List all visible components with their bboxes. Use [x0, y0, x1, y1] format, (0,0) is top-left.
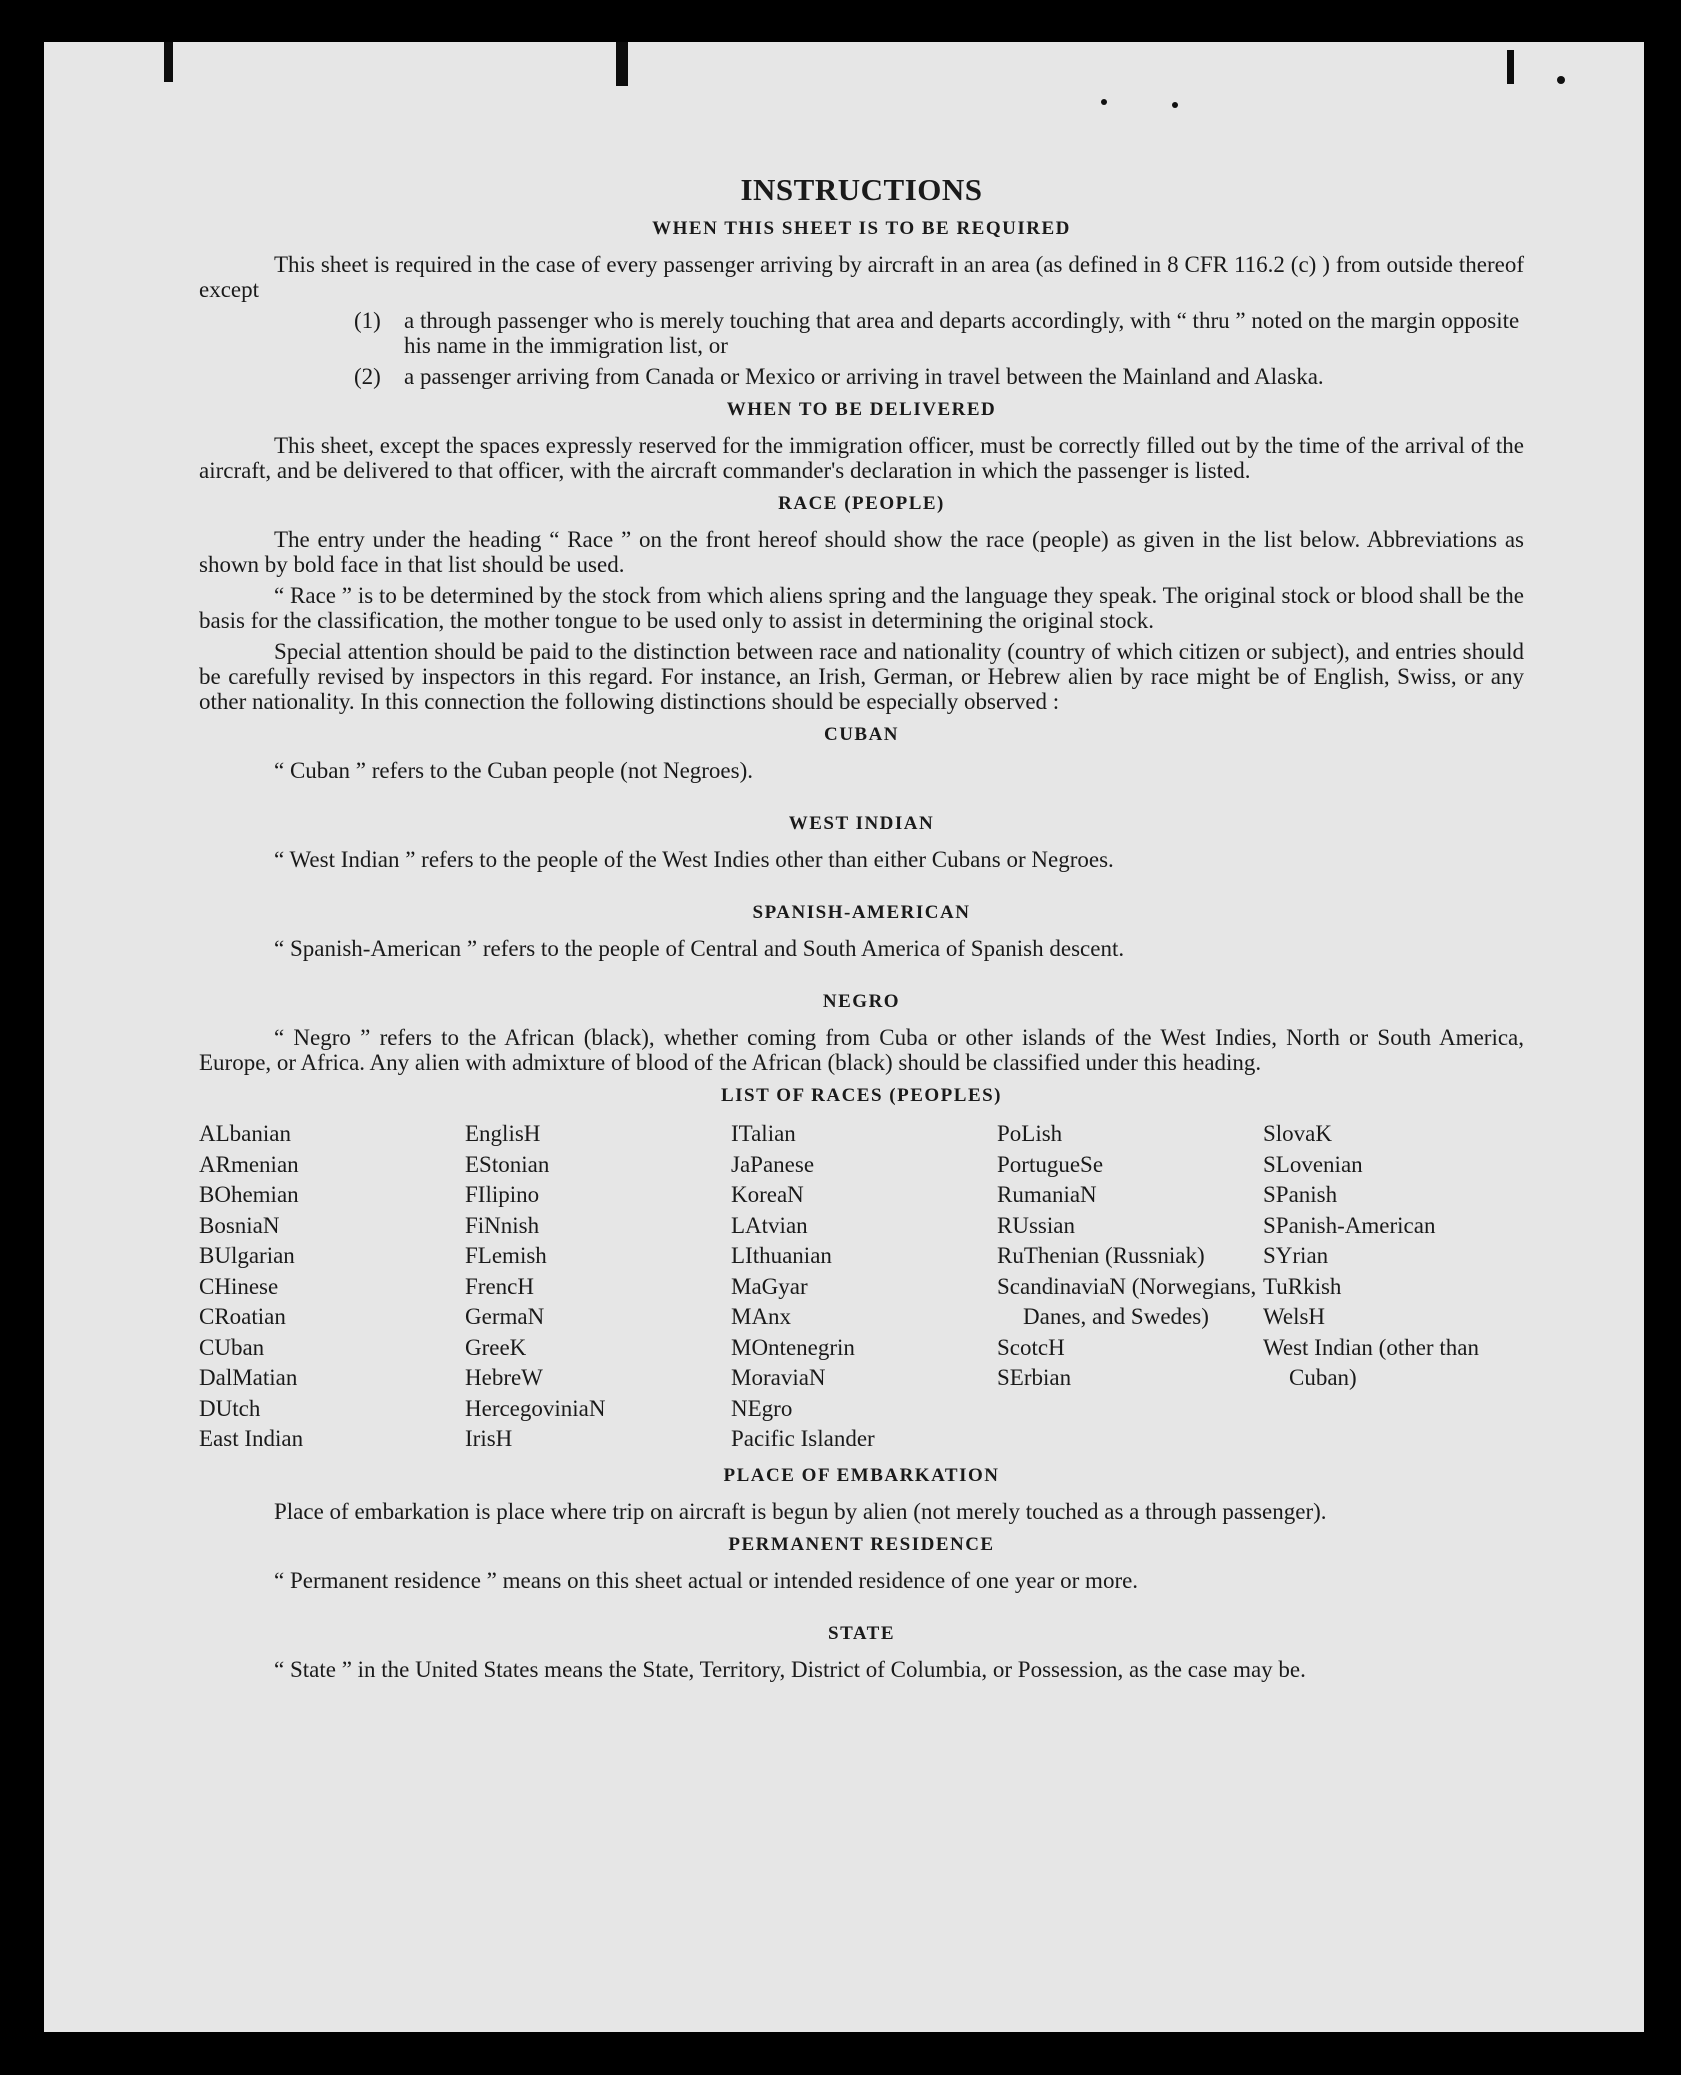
race-item: FrencH	[465, 1273, 534, 1299]
cuban-paragraph: “ Cuban ” refers to the Cuban people (not Negroes).	[274, 758, 754, 783]
section-heading-race-list: LIST OF RACES (PEOPLES)	[720, 1085, 1003, 1106]
race-item: RumaniaN	[997, 1182, 1097, 1207]
race-item: GermaN	[465, 1304, 545, 1329]
section-heading-state: STATE	[828, 1622, 895, 1644]
race-item: BOhemian	[199, 1182, 299, 1207]
exception-item	[354, 364, 1524, 389]
exception-text: a passenger arriving from Canada or Mexico or arriving in travel between the Mainland and Alaska.	[404, 364, 1324, 389]
section-heading-required: WHEN THIS SHEET IS TO BE REQUIRED	[652, 218, 1071, 239]
section-heading-west-indian: WEST INDIAN	[788, 813, 935, 834]
west-indian-paragraph: “ West Indian ” refers to the people of the West Indies other than either Cubans or Negroes.	[274, 847, 1114, 872]
section-heading-delivered: WHEN TO BE DELIVERED	[726, 399, 997, 420]
race-item: SPanish	[1263, 1182, 1338, 1207]
race-item: BUlgarian	[199, 1243, 295, 1268]
race-item: KoreaN	[731, 1182, 804, 1207]
race-item: FiNnish	[465, 1212, 540, 1238]
section-heading-cuban: CUBAN	[823, 724, 900, 745]
race-item: DUtch	[199, 1395, 261, 1421]
exception-item	[354, 308, 1524, 358]
race-item: FIlipino	[465, 1182, 540, 1207]
race-item: SPanish-American	[1263, 1212, 1436, 1238]
section-heading-spanish-american: SPANISH-AMERICAN	[752, 902, 971, 923]
race-item: LIthuanian	[731, 1243, 832, 1268]
race-item: MAnx	[731, 1304, 792, 1329]
race-item: TuRkish	[1263, 1273, 1342, 1299]
residence-paragraph: “ Permanent residence ” means on this sheet actual or intended residence of one year or more.	[274, 1567, 1139, 1593]
race-item: JaPanese	[731, 1151, 815, 1177]
race-item: EnglisH	[465, 1121, 541, 1146]
race-item: DalMatian	[199, 1365, 298, 1390]
race-item: SYrian	[1263, 1243, 1329, 1268]
race-item: MoraviaN	[731, 1365, 826, 1390]
race-item: PoLish	[997, 1121, 1063, 1146]
race-column	[465, 1119, 731, 1455]
required-paragraph: This sheet is required in the case of every passenger arriving by aircraft in an area (as defined in 8 CFR 116.2 (c) ) from outside thereof except	[199, 252, 1524, 302]
spanish-american-paragraph: “ Spanish-American ” refers to the people of Central and South America of Spanish descent.	[274, 936, 1125, 961]
race-item: LAtvian	[731, 1212, 808, 1238]
scan-mark	[1507, 50, 1514, 84]
instructions-body	[199, 172, 1524, 1688]
race-item: Pacific Islander	[731, 1426, 875, 1451]
section-heading-embarkation: PLACE OF EMBARKATION	[723, 1464, 1000, 1486]
race-item: CUban	[199, 1334, 265, 1360]
race-item: ALbanian	[199, 1121, 291, 1146]
section-heading-race: RACE (PEOPLE)	[778, 493, 945, 514]
race-item: HercegoviniaN	[465, 1395, 606, 1421]
race-item: SLovenian	[1263, 1151, 1363, 1177]
race-item: HebreW	[465, 1365, 543, 1390]
race-item: ScotcH	[997, 1334, 1065, 1360]
document-page	[44, 42, 1644, 2032]
scan-mark	[616, 42, 628, 86]
race-column	[199, 1119, 465, 1455]
race-item: ScandinaviaN (Norwegians, Danes, and Swedes)	[997, 1273, 1257, 1329]
race-column	[1263, 1119, 1524, 1455]
race-item: BosniaN	[199, 1212, 280, 1238]
scan-speck	[1172, 102, 1178, 108]
embarkation-paragraph: Place of embarkation is place where trip on aircraft is begun by alien (not merely touched as a through passenger).	[274, 1498, 1327, 1524]
race-paragraph-2: “ Race ” is to be determined by the stock from which aliens spring and the language they speak. The original stock or blood shall be the basis for the classification, the mother tongue to be used only to assist in determining the original stock.	[199, 583, 1524, 633]
race-item: IrisH	[465, 1426, 513, 1451]
state-paragraph: “ State ” in the United States means the State, Territory, District of Columbia, or Possession, as the case may be.	[274, 1656, 1306, 1682]
race-item: ARmenian	[199, 1151, 299, 1177]
race-item: SlovaK	[1263, 1121, 1332, 1146]
race-column	[731, 1119, 997, 1455]
race-item: EStonian	[465, 1151, 550, 1177]
page-title: INSTRUCTIONS	[740, 172, 983, 207]
exception-text: a through passenger who is merely touching that area and departs accordingly, with “ thru ” noted on the margin opposite his name in the immigration list, or	[404, 308, 1520, 358]
race-item: SErbian	[997, 1365, 1072, 1390]
delivered-paragraph: This sheet, except the spaces expressly reserved for the immigration officer, must be correctly filled out by the time of the arrival of the aircraft, and be delivered to that officer, with the aircraft commander's declaration in which the passenger is listed.	[199, 433, 1524, 483]
scan-speck	[1557, 76, 1565, 84]
race-item: CRoatian	[199, 1304, 286, 1329]
race-item: MOntenegrin	[731, 1334, 855, 1360]
race-item: MaGyar	[731, 1273, 808, 1299]
race-item: West Indian (other than Cuban)	[1263, 1334, 1479, 1390]
race-item: PortugueSe	[997, 1151, 1104, 1177]
race-item: CHinese	[199, 1273, 279, 1299]
race-column	[997, 1119, 1263, 1455]
race-item: NEgro	[731, 1395, 793, 1421]
section-heading-negro: NEGRO	[822, 991, 901, 1012]
race-item: GreeK	[465, 1334, 527, 1360]
exception-number: (1)	[354, 308, 381, 333]
race-item: RuThenian (Russniak)	[997, 1243, 1205, 1268]
section-heading-residence: PERMANENT RESIDENCE	[728, 1533, 995, 1555]
scan-mark	[164, 42, 173, 82]
race-item: ITalian	[731, 1121, 796, 1146]
exception-number: (2)	[354, 364, 381, 389]
race-paragraph-3: Special attention should be paid to the distinction between race and nationality (country of which citizen or subject), and entries should be carefully revised by inspectors in this regard. For instance, an Irish, German, or Hebrew alien by race might be of English, Swiss, or any other nationality. In this connection the following distinctions should be especially observed :	[199, 639, 1524, 714]
race-list	[199, 1119, 1524, 1455]
scan-speck	[1101, 99, 1107, 105]
race-item: East Indian	[199, 1426, 304, 1451]
race-paragraph-1: The entry under the heading “ Race ” on the front hereof should show the race (people) as given in the list below. Abbreviations as shown by bold face in that list should be used.	[199, 527, 1524, 577]
race-item: RUssian	[997, 1212, 1075, 1238]
race-item: WelsH	[1263, 1304, 1326, 1329]
negro-paragraph: “ Negro ” refers to the African (black), whether coming from Cuba or other islands of the West Indies, North or South America, Europe, or Africa. Any alien with admixture of blood of the African (black) should be classified under this heading.	[199, 1025, 1524, 1075]
race-item: FLemish	[465, 1243, 547, 1268]
